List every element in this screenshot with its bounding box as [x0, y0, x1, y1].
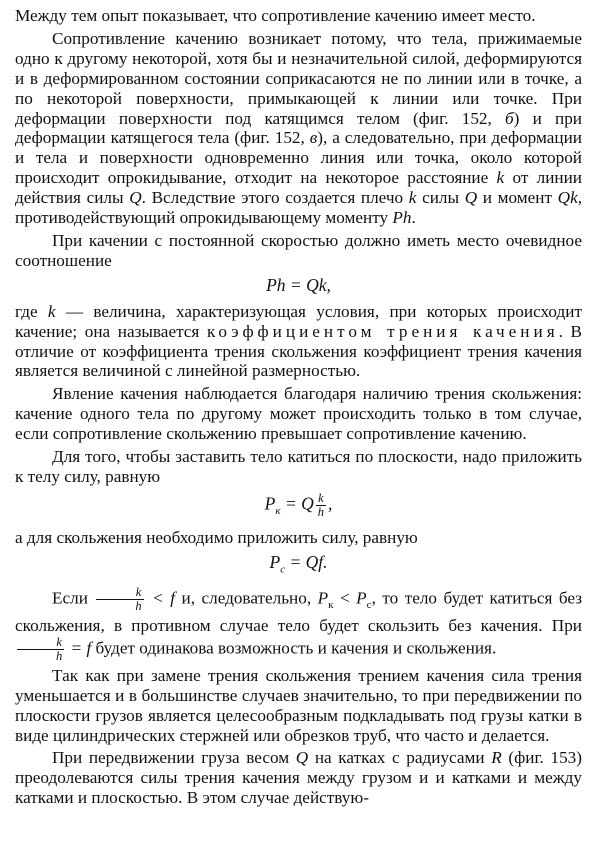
paragraph-1: Между тем опыт показывает, что сопротивление качению имеет место. [15, 6, 536, 25]
paragraph-9: Так как при замене трения скольжения трением качения сила трения уменьшается и в большинстве случаев значительно, то при передвижении по плоскости грузов является целесообразным подкладывать под грузы катки в виде цилиндрических стержней или обрезков труб, что часто и делается. [15, 665, 582, 745]
paragraph-2: Сопротивление качению возникает потому, что тела, прижимаемые одно к другому некоторой, хотя бы и незначительной силой, деформируются и в деформированном состоянии соприкасаются не по линии или в точке, а по некоторой поверхности, примыкающей к линии или точке. При деформации поверхности под катящимся телом (фиг. 152, б) и при деформации катящегося тела (фиг. 152, в), а следовательно, при деформации и тела и поверхности одновременно линия или точка, около которой происходит опрокидывание, отходит на некоторое расстояние k от линии действия силы Q. Вследствие этого создается плечо k силы Q и момент Qk, противодействующий опрокидывающему моменту Ph. [15, 28, 582, 228]
formula-rolling-force: $P_к = Q$ $\frac{k}{h}$ , [264, 490, 333, 519]
paragraph-6: Для того, чтобы заставить тело катиться по плоскости, надо приложить к телу силу, равную [15, 447, 582, 486]
fraction-k-over-h: $\frac{k}{h}$ [96, 586, 143, 613]
formula-sliding-force: $P_с = Qf$. [269, 551, 328, 576]
paragraph-4: где k — величина, характеризующая условия, при которых происходит качение; она называется коэффициентом трения качения. В отличие от коэффициента трения скольжения коэффициент трения качения является величиной с линейной размерностью. [15, 301, 583, 381]
paragraph-10: При передвижении груза весом Q на катках с радиусами R (фиг. 153) преодолеваются силы трения качения между грузом и и катками и между катками и плоскостью. В этом случае действую- [15, 748, 582, 808]
term-rolling-friction: коэффициентом трения качения [206, 321, 559, 341]
fraction-k-over-h: $\frac{k}{h}$ [317, 490, 324, 519]
paragraph-7: а для скольжения необходимо приложить силу, равную [15, 527, 418, 547]
paragraph-8: Если $\frac{k}{h}$ < f и, следовательно, $P_к < P_с$, то тело будет катиться без скольжения, в противном случае тело будет скользить без качения. При $\frac{k}{h}$ = f будет одинакова возможность и качения и скольжения. [15, 585, 582, 663]
formula-rolling-equilibrium: Ph = Qk, [266, 274, 331, 295]
paragraph-5: Явление качения наблюдается благодаря наличию трения скольжения: качение одного тела по другому может происходить только в том случае, если сопротивление скольжению превышает сопротивление качению. [15, 384, 582, 444]
paragraph-3: При качении с постоянной скоростью должно иметь место очевидное соотношение [15, 230, 582, 270]
fraction-k-over-h: $\frac{k}{h}$ [17, 636, 64, 663]
